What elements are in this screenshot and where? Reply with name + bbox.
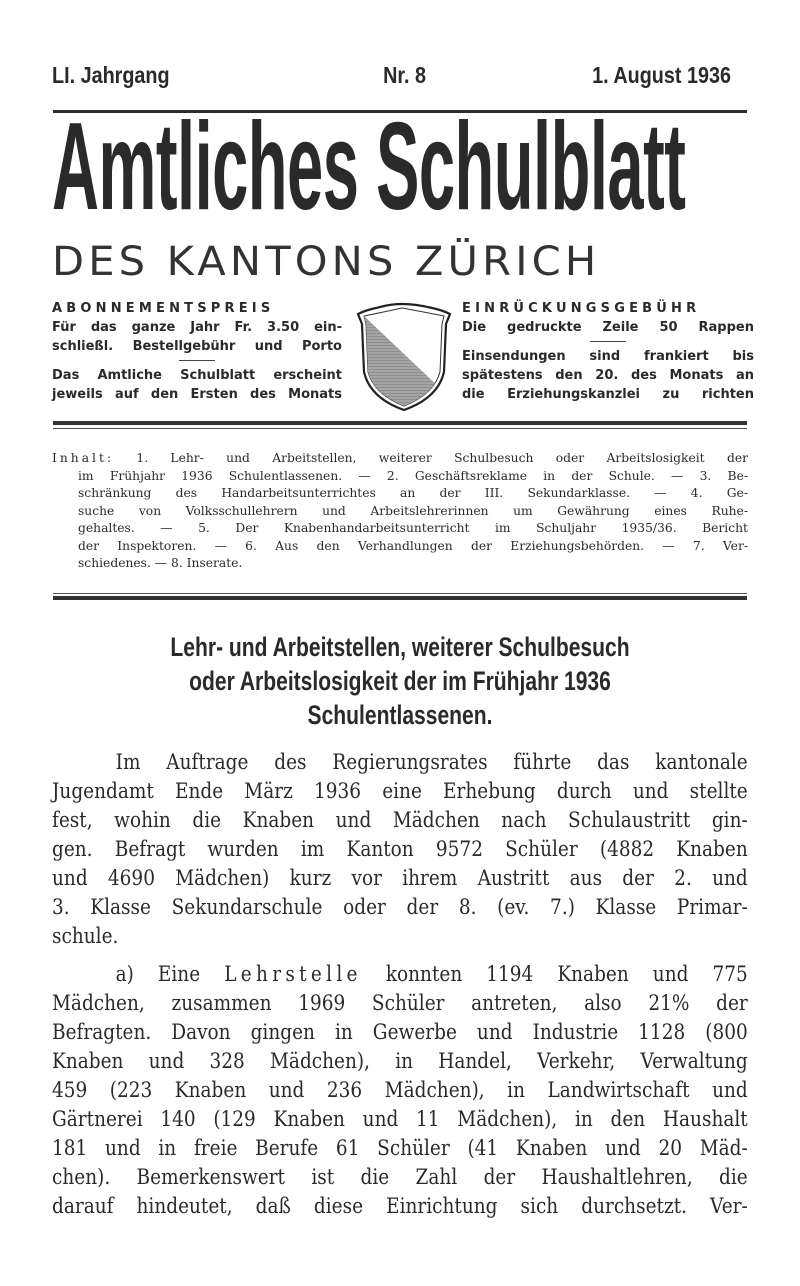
volume-label: LI. Jahrgang bbox=[52, 62, 170, 88]
divider bbox=[179, 360, 215, 361]
masthead-title: Amtliches Schulblatt bbox=[52, 98, 686, 236]
submission-note-line: spätestens den 20. des Monats an bbox=[462, 368, 754, 383]
submission-note-line: Einsendungen sind frankiert bis bbox=[462, 349, 754, 364]
paragraph-gap bbox=[52, 951, 748, 960]
body-line: 459 (223 Knaben und 236 Mädchen), in Landwirtschaft und bbox=[52, 1078, 748, 1103]
divider bbox=[590, 341, 626, 342]
body-line: 3. Klasse Sekundarschule oder der 8. (ev. 7.) Klasse Primar- bbox=[52, 895, 748, 920]
body-line bbox=[52, 960, 748, 989]
subscription-info bbox=[52, 299, 342, 404]
issue-info-line bbox=[52, 62, 731, 96]
advertising-info bbox=[462, 299, 754, 404]
body-line: darauf hindeutet, daß diese Einrichtung sich durchsetzt. Ver- bbox=[52, 1194, 748, 1219]
article-title-line: Schulentlassenen. bbox=[307, 700, 493, 730]
body-line: Gärtnerei 140 (129 Knaben und 11 Mädchen), in den Haushalt bbox=[52, 1107, 748, 1132]
contents-rule-thin bbox=[53, 593, 747, 594]
issue-date: 1. August 1936 bbox=[592, 62, 731, 88]
emphasized-term: Lehrstelle bbox=[224, 962, 362, 987]
article-body bbox=[52, 748, 748, 1221]
contents-line: schränkung des Handarbeitsunterrichtes an der III. Sekundarklasse. — 4. Ge- bbox=[78, 486, 748, 500]
header-rule-thick bbox=[53, 421, 747, 425]
body-line: 181 und in freie Berufe 61 Schüler (41 Knaben und 20 Mäd- bbox=[52, 1136, 748, 1161]
contents-line: im Frühjahr 1936 Schulentlassenen. — 2. Geschäftsreklame in der Schule. — 3. Be- bbox=[78, 468, 748, 483]
contents-line: suche von Volksschullehrern und Arbeitslehrerinnen um Gewährung eines Ruhe- bbox=[78, 503, 748, 518]
body-line: schule. bbox=[52, 924, 119, 949]
contents-line: gehaltes. — 5. Der Knabenhandarbeitsunterricht im Schuljahr 1935/36. Bericht bbox=[78, 521, 748, 535]
article-title-line: Lehr- und Arbeitstellen, weiterer Schulbesuch bbox=[170, 632, 630, 662]
body-line: Jugendamt Ende März 1936 eine Erhebung durch und stellte bbox=[52, 779, 748, 804]
body-text: a) Eine bbox=[115, 962, 201, 987]
issue-number: Nr. 8 bbox=[383, 62, 426, 88]
body-line: chen). Bemerkenswert ist die Zahl der Haushaltlehren, die bbox=[52, 1165, 748, 1190]
subscription-heading: ABONNEMENTSPREIS bbox=[52, 301, 275, 316]
subscription-line: schließl. Bestellgebühr und Porto bbox=[52, 339, 342, 354]
body-line: Befragten. Davon gingen in Gewerbe und Industrie 1128 (800 bbox=[52, 1020, 748, 1045]
article-title-line: oder Arbeitslosigkeit der im Frühjahr 1936 bbox=[189, 666, 611, 696]
body-line: fest, wohin die Knaben und Mädchen nach Schulaustritt gin- bbox=[52, 808, 748, 833]
body-line: und 4690 Mädchen) kurz vor ihrem Austritt aus der 2. und bbox=[52, 866, 748, 891]
advertising-line: Die gedruckte Zeile 50 Rappen bbox=[462, 320, 754, 335]
subscription-line: Für das ganze Jahr Fr. 3.50 ein- bbox=[52, 320, 342, 335]
article-title bbox=[90, 630, 710, 732]
header-rule-thin bbox=[53, 428, 747, 429]
contents-label: Inhalt: bbox=[52, 451, 115, 465]
publication-note-line: jeweils auf den Ersten des Monats bbox=[52, 387, 342, 402]
submission-note-line: die Erziehungskanzlei zu richten bbox=[462, 387, 754, 402]
body-line: Im Auftrage des Regierungsrates führte das kantonale bbox=[115, 750, 748, 775]
body-text: konnten 1194 Knaben und 775 bbox=[385, 962, 748, 987]
publication-note-line: Das Amtliche Schulblatt erscheint bbox=[52, 368, 342, 383]
body-line: Mädchen, zusammen 1969 Schüler antreten, also 21% der bbox=[52, 991, 748, 1016]
masthead-subtitle: DES KANTONS ZÜRICH bbox=[52, 239, 601, 285]
contents-line: 1. Lehr- und Arbeitstellen, weiterer Schulbesuch oder Arbeitslosigkeit der bbox=[136, 451, 748, 465]
zurich-coat-of-arms-icon bbox=[354, 302, 454, 412]
body-line: Knaben und 328 Mädchen), in Handel, Verkehr, Verwaltung bbox=[52, 1049, 748, 1074]
advertising-heading: EINRÜCKUNGSGEBÜHR bbox=[462, 301, 701, 316]
table-of-contents bbox=[52, 450, 748, 573]
body-line: gen. Befragt wurden im Kanton 9572 Schüler (4882 Knaben bbox=[52, 837, 748, 862]
contents-line: der Inspektoren. — 6. Aus den Verhandlungen der Erziehungsbehörden. — 7. Ver- bbox=[78, 538, 748, 553]
contents-rule-thick bbox=[53, 596, 747, 600]
contents-line: schiedenes. — 8. Inserate. bbox=[78, 556, 243, 570]
